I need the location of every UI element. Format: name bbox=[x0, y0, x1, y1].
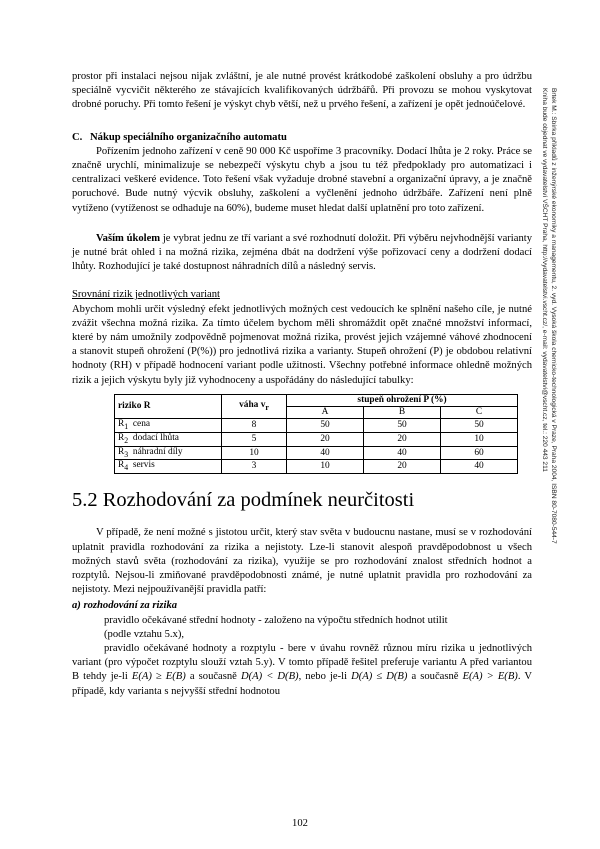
section-5-2-heading: 5.2 Rozhodování za podmínek neurčitosti bbox=[72, 489, 415, 512]
list-item-a-heading: a) rozhodování za rizika bbox=[72, 600, 178, 612]
table-row bbox=[115, 460, 518, 474]
task-paragraph bbox=[72, 232, 532, 275]
variant-a-header: A bbox=[287, 406, 364, 418]
value-cell: 40 bbox=[441, 460, 518, 474]
risk-name-cell: $R_4$ servis bbox=[115, 460, 222, 474]
section-c-paragraph: Pořízením jednoho zařízení v ceně 90 000 Kč uspoříme 3 pracovníky. Dodací lhůta je 2 roky. Práce se značně urychlí, minimalizuje se nebezpečí výskytu chyb a jsou tu též předpoklady pro automatizaci i centralizaci veškeré evidence. Toto řešení však vyžaduje drobné stavební a organizační úpravy, a je značně poruchové. Bude nutný výcvik obsluhy, zaškolení a vyčlenění jednoho údržbáře. Zařízení není plně vytíženo (vytíženost se odhaduje na 60%), budeme muset hledat další uplatnění pro toto zařízení. bbox=[72, 145, 532, 214]
value-cell: 20 bbox=[287, 432, 364, 446]
col-level-header: stupeň ohrožení P (%) bbox=[287, 394, 518, 406]
section-c-title: Nákup speciálního organizačního automatu bbox=[90, 131, 287, 143]
value-cell: 50 bbox=[441, 418, 518, 432]
risk-name-cell: $R_2$ dodací lhůta bbox=[115, 432, 222, 446]
rule-expected-value: pravidlo očekávané střední hodnoty - založeno na výpočtu středních hodnot utilit (podle vztahu 5.x), bbox=[104, 614, 448, 640]
section-c-number: C. bbox=[72, 131, 83, 143]
value-cell: 20 bbox=[364, 432, 441, 446]
risk-name-cell: $R_1$ cena bbox=[115, 418, 222, 432]
table-row bbox=[115, 446, 518, 460]
table-row bbox=[115, 418, 518, 432]
formula-d-lt: D(A) < D(B) bbox=[240, 671, 299, 683]
weight-cell: 10 bbox=[222, 446, 287, 460]
value-cell: 50 bbox=[364, 418, 441, 432]
risk-heading: Srovnání rizik jednotlivých variant bbox=[72, 289, 220, 301]
value-cell: 40 bbox=[287, 446, 364, 460]
table-row bbox=[115, 432, 518, 446]
value-cell: 50 bbox=[287, 418, 364, 432]
rule-expected-value-variance: pravidlo očekávané hodnoty a rozptylu - bere v úvahu rovněž různou míru rizika u jednotlivých variant (pro výpočet rozptylu slouží vztah 5.y). V tomto případě řešitel preferuje variantu A před variantou B tehdy je-li E(A) ≥ E(B) a současně D(A) < D(B), nebo je-li D(A) ≤ D(B) a současně E(A) > E(B). V případě, kdy varianta s nejvyšší střední hodnotou bbox=[72, 642, 533, 697]
formula-e-ge: E(A) ≥ E(B) bbox=[131, 671, 186, 683]
side-citation-text: Brtek M.: Sbírka příkladů z inženýrské ekonomiky a managementu, 2. vyd. Vysoká škola chemicko-technologická v Praze, Praha 2004, ISBN 80-7080-544-7 Kniha bude objednat ve vydavatelství VŠCHT Praha, http://vydavatelstvi.vscht.cz/, e-mail: vydavatelstvi@vscht.cz, tel.: 220 443 211 bbox=[541, 88, 557, 544]
value-cell: 10 bbox=[287, 460, 364, 474]
task-lead: Vaším úkolem bbox=[96, 232, 161, 244]
formula-d-le: D(A) ≤ D(B) bbox=[351, 671, 408, 683]
variant-b-header: B bbox=[364, 406, 441, 418]
weight-cell: 8 bbox=[222, 418, 287, 432]
variant-c-header: C bbox=[441, 406, 518, 418]
section-c-heading bbox=[72, 131, 532, 145]
value-cell: 20 bbox=[364, 460, 441, 474]
risk-table bbox=[114, 394, 518, 475]
formula-e-gt: E(A) > E(B) bbox=[462, 671, 518, 683]
side-citation bbox=[541, 88, 558, 668]
weight-cell: 3 bbox=[222, 460, 287, 474]
col-weight-header: váha $v_r$ bbox=[222, 394, 287, 418]
section-5-2-paragraph: V případě, že není možné s jistotou určit, který stav světa v budoucnu nastane, musí se v rozhodování uplatnit pravidla rozhodování za rizika a nejistoty. Lze-li stanovit alespoň pravděpodobnost u všech možných stavů světa (rozhodování za rizika), využije se pro rozhodování znalost středních hodnot a rozptylů. Nejsou-li zmiňované pravděpodobnosti známé, je nutné uplatnit pravidla pro rozhodování za nejistoty. Mezi nejpoužívanější pravidla patří: bbox=[72, 527, 532, 596]
value-cell: 60 bbox=[441, 446, 518, 460]
risk-name-cell: $R_3$ náhradní díly bbox=[115, 446, 222, 460]
weight-cell: 5 bbox=[222, 432, 287, 446]
intro-paragraph: prostor při instalaci nejsou nijak zvláštní, je ale nutné provést krátkodobé zaškolení obsluhy a pro údržbu speciálně vycvičit některého ze stávajících kvalifikovaných údržbářů. Při provozu se mohou vyskytovat drobné poruchy. Při tomto řešení je výskyt chyb větší, než u prvého řešení, a zařízení je opět jednoúčelové. bbox=[72, 71, 532, 111]
risk-paragraph: Abychom mohli určit výsledný efekt jednotlivých možných cest vedoucích ke splnění našeho cíle, je nutné zvážit všechna možná rizika. Za tímto účelem bychom měli shromáždit opět značné množství informací, které by nám umožnily zodpovědně pojmenovat možná rizika, provést jejich vzájemné váhové zhodnocení a stanovit stupeň ohrožení (P(%)) pro jednotlivá rizika a varianty. Stupeň ohrožení (P) je obdobou relativní hodnoty (RH) v případě hodnocení variant podle užitnosti. Všechny potřebné informace ohledně možných rizik a jejich výskytu byly již vyhodnoceny a uspořádány do následující tabulky: bbox=[72, 303, 532, 386]
page-body bbox=[72, 70, 532, 699]
col-risk-header: riziko R bbox=[115, 394, 222, 418]
task-rest: je vybrat jednu ze tří variant a své rozhodnutí doložit. Při výběru nejvhodnější varianty je nutné brát ohled i na možná rizika, zejména dbát na dodržení výše pořizovací ceny a dodržení dodací lhůty. Rozhodující je také dostupnost náhradních dílů a následný servis. bbox=[72, 232, 532, 273]
value-cell: 40 bbox=[364, 446, 441, 460]
value-cell: 10 bbox=[441, 432, 518, 446]
page-number: 102 bbox=[292, 818, 308, 829]
